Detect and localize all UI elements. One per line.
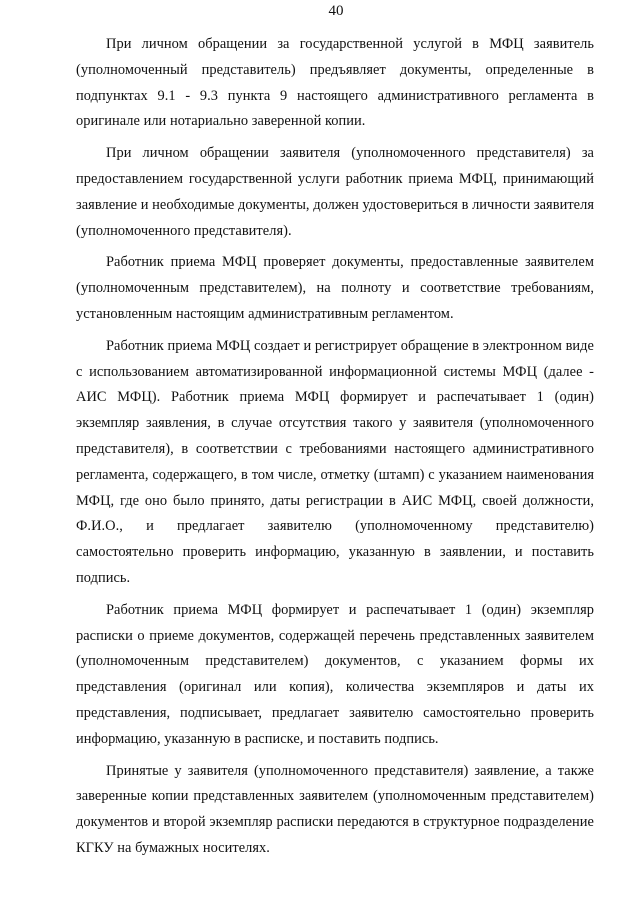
paragraph-transfer-to-kgku: Принятые у заявителя (уполномоченного представителя) заявление, а также заверенные копии представленных заявителем (уполномоченным представителем) документов и второй экземпляр расписки передаются в структурное подразделение КГКУ на бумажных носителях. [76,762,594,856]
paragraph-registration-ais: Работник приема МФЦ создает и регистрирует обращение в электронном виде с использованием автоматизированной информационной системы МФЦ (далее - АИС МФЦ). Работник приема МФЦ формирует и распечатывает 1 (один) экземпляр заявления, в случае отсутствия такого у заявителя (уполномоченного представителя), в соответствии с требованиями настоящего административного регламента, содержащего, в том числе, отметку (штамп) с указанием наименования МФЦ, где оно было принято, даты регистрации в АИС МФЦ, своей должности, Ф.И.О., и предлагает заявителю (уполномоченному представителю) самостоятельно проверить информацию, указанную в заявлении, и поставить подпись. [76,337,594,586]
paragraph-identity-verification: При личном обращении заявителя (уполномоченного представителя) за предоставлением государственной услуги работник приема МФЦ, принимающий заявление и необходимые документы, должен удостовериться в личности заявителя (уполномоченного представителя). [76,145,594,239]
document-body [76,32,594,868]
page-number: 40 [328,3,344,19]
paragraph-mfc-personal-appeal: При личном обращении за государственной услугой в МФЦ заявитель (уполномоченный представитель) предъявляет документы, определенные в подпунктах 9.1 - 9.3 пункта 9 настоящего административного регламента в оригинале или нотариально заверенной копии. [76,36,594,130]
paragraph-receipt-issuance: Работник приема МФЦ формирует и распечатывает 1 (один) экземпляр расписки о приеме документов, содержащей перечень представленных заявителем (уполномоченным представителем) документов, с указанием формы их представления (оригинал или копия), количества экземпляров и даты их представления, подписывает, предлагает заявителю самостоятельно проверить информацию, указанную в расписке, и поставить подпись. [76,601,594,747]
paragraph-document-check: Работник приема МФЦ проверяет документы, предоставленные заявителем (уполномоченным представителем), на полноту и соответствие требованиям, установленным настоящим административным регламентом. [76,254,594,322]
